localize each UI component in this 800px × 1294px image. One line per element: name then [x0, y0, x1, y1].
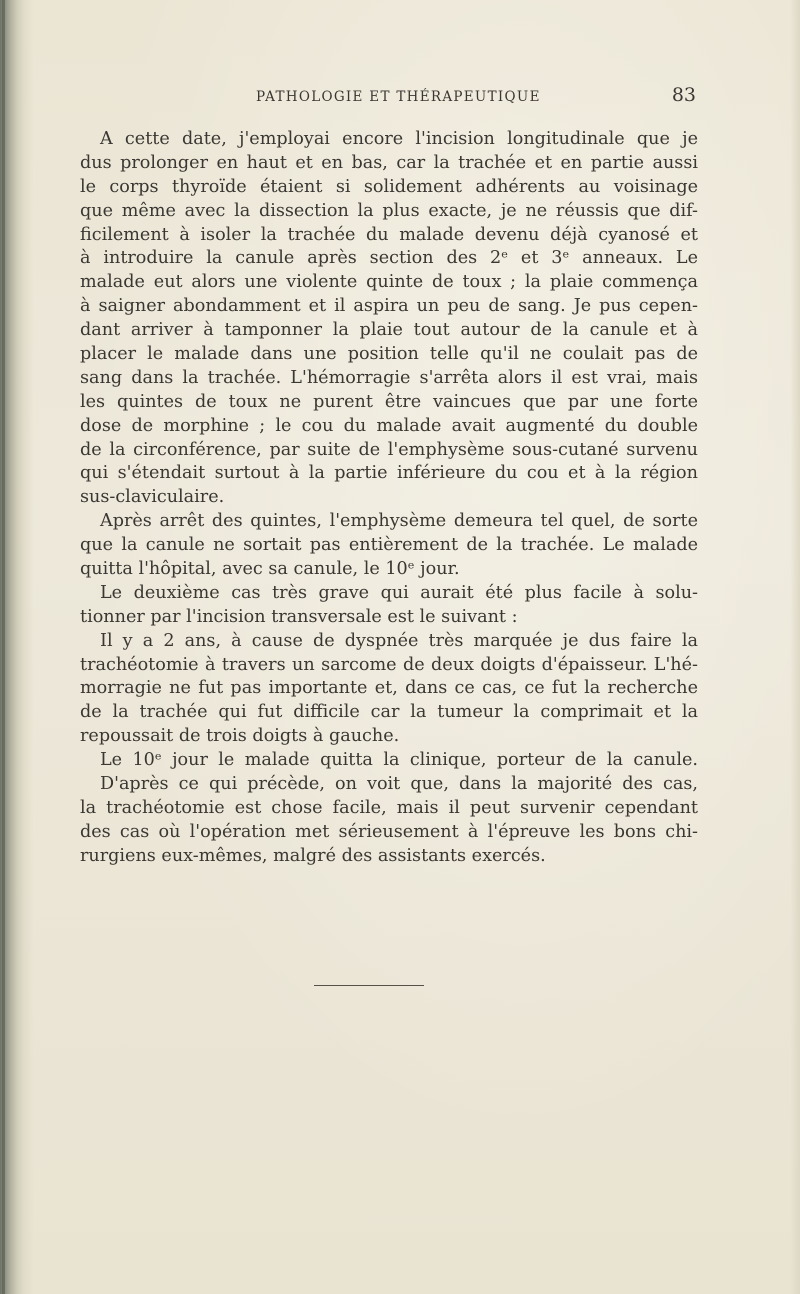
text-line: qui s'étendait surtout à la partie inférieure du cou et à la région [80, 463, 698, 484]
text-line: que la canule ne sortait pas entièrement de la trachée. Le malade [80, 535, 698, 556]
text-line: placer le malade dans une position telle qu'il ne coulait pas de [80, 344, 698, 365]
text-line: Après arrêt des quintes, l'emphysème demeura tel quel, de sorte [100, 511, 698, 532]
text-line: D'après ce qui précède, on voit que, dans la majorité des cas, [100, 774, 698, 795]
text-line: les quintes de toux ne purent être vaincues que par une forte [80, 391, 698, 412]
text-line: trachéotomie à travers un sarcome de deux doigts d'épaisseur. L'hé- [80, 654, 698, 675]
text-line: le corps thyroïde étaient si solidement adhérents au voisinage [80, 176, 698, 197]
text-line: à saigner abondamment et il aspira un peu de sang. Je pus cepen- [80, 296, 698, 317]
text-line: morragie ne fut pas importante et, dans ce cas, ce fut la recherche [80, 678, 698, 699]
text-line: Le 10ᵉ jour le malade quitta la clinique, porteur de la canule. [100, 750, 698, 771]
text-line: tionner par l'incision transversale est le suivant : [80, 606, 518, 627]
binding-shadow [2, 0, 5, 1294]
text-line: ficilement à isoler la trachée du malade devenu déjà cyanosé et [80, 224, 698, 245]
book-binding-edge [0, 0, 34, 1294]
body-text [80, 128, 698, 869]
text-line: la trachéotomie est chose facile, mais il peut survenir cependant [80, 797, 698, 818]
text-line: des cas où l'opération met sérieusement à l'épreuve les bons chi- [80, 821, 698, 842]
text-line: de la trachée qui fut difficile car la tumeur la comprimait et la [80, 702, 698, 723]
text-line: quitta l'hôpital, avec sa canule, le 10ᵉ jour. [80, 559, 460, 580]
page-right-edge [790, 0, 800, 1294]
running-header [80, 84, 696, 110]
text-line: Il y a 2 ans, à cause de dyspnée très marquée je dus faire la [100, 630, 698, 651]
text-line: de la circonférence, par suite de l'emphysème sous-cutané survenu [80, 439, 698, 460]
text-line: sus-claviculaire. [80, 487, 225, 508]
text-line: dus prolonger en haut et en bas, car la trachée et en partie aussi [80, 152, 698, 173]
text-line: malade eut alors une violente quinte de toux ; la plaie commença [80, 272, 698, 293]
text-line: à introduire la canule après section des 2ᵉ et 3ᵉ anneaux. Le [80, 248, 698, 269]
text-line: rurgiens eux-mêmes, malgré des assistants exercés. [80, 845, 546, 866]
text-line: sang dans la trachée. L'hémorragie s'arrêta alors il est vrai, mais [80, 367, 698, 388]
text-line: Le deuxième cas très grave qui aurait été plus facile à solu- [100, 582, 698, 603]
text-line: dose de morphine ; le cou du malade avait augmenté du double [80, 415, 698, 436]
section-end-rule [314, 985, 424, 986]
text-line: dant arriver à tamponner la plaie tout autour de la canule et à [80, 320, 698, 341]
text-line: repoussait de trois doigts à gauche. [80, 726, 400, 747]
text-line: que même avec la dissection la plus exacte, je ne réussis que dif- [80, 200, 698, 221]
running-title: PATHOLOGIE ET THÉRAPEUTIQUE [256, 89, 541, 105]
text-line: A cette date, j'employai encore l'incision longitudinale que je [100, 129, 698, 149]
page-number: 83 [671, 84, 696, 106]
